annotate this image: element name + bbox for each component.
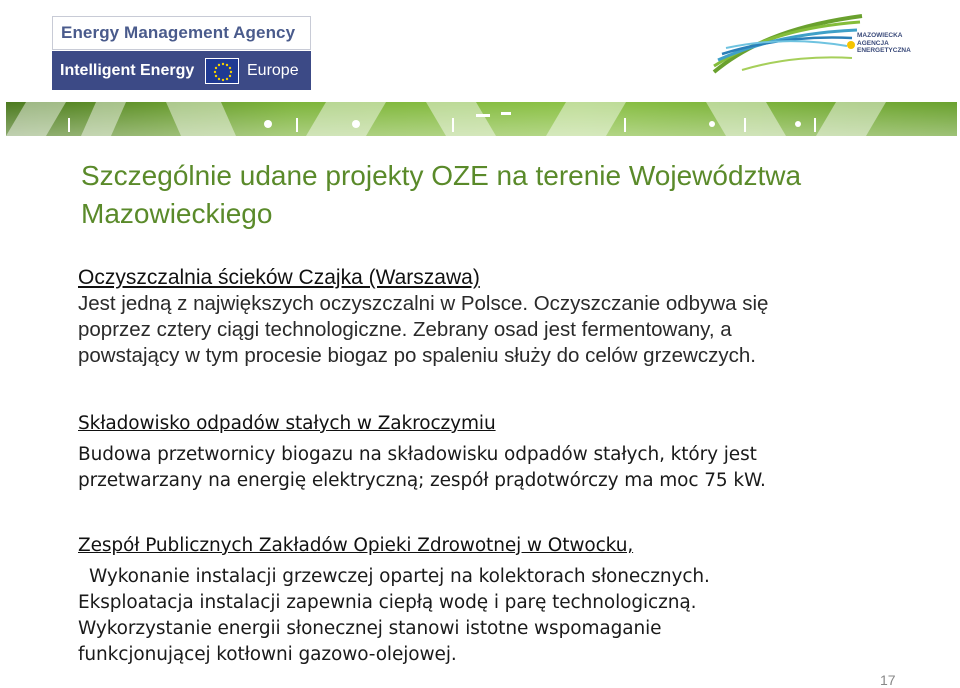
section-otwock <box>78 532 710 668</box>
section-heading: Oczyszczalnia ścieków Czajka (Warszawa) <box>78 266 480 289</box>
mae-logo <box>712 10 922 76</box>
section-czajka <box>78 265 768 369</box>
mae-line-2: AGENCJA <box>857 39 889 47</box>
section-line: Wykonanie instalacji grzewczej opartej na kolektorach słonecznych. <box>89 566 710 587</box>
mae-logo-text <box>857 32 911 55</box>
eu-flag-icon <box>205 58 239 84</box>
section-line: przetwarzany na energię elektryczną; zespół prądotwórczy ma moc 75 kW. <box>78 470 766 491</box>
section-zakroczym <box>78 410 766 494</box>
section-line: Wykorzystanie energii słonecznej stanowi istotne wspomaganie <box>78 618 662 639</box>
europe-label: Europe <box>247 61 299 79</box>
section-line: poprzez cztery ciągi technologiczne. Zebrany osad jest fermentowany, a <box>78 318 732 341</box>
section-line: funkcjonującej kotłowni gazowo-olejowej. <box>78 644 457 665</box>
ema-logo-title-box <box>52 16 311 50</box>
header-banner <box>6 102 957 136</box>
page-number: 17 <box>880 672 896 688</box>
intelligent-energy-label: Intelligent Energy <box>60 61 195 79</box>
ema-logo-bar <box>52 51 311 90</box>
section-line: powstający w tym procesie biogaz po spaleniu służy do celów grzewczych. <box>78 344 756 367</box>
section-heading: Składowisko odpadów stałych w Zakroczymiu <box>78 413 496 434</box>
section-line: Eksploatacja instalacji zapewnia ciepłą wodę i parę technologiczną. <box>78 592 697 613</box>
section-line: Jest jedną z największych oczyszczalni w Polsce. Oczyszczanie odbywa się <box>78 292 769 315</box>
mae-line-3: ENERGETYCZNA <box>857 47 911 54</box>
ema-logo-title: Energy Management Agency <box>61 23 296 42</box>
section-line: Budowa przetwornicy biogazu na składowisku odpadów stałych, który jest <box>78 444 757 465</box>
section-heading: Zespół Publicznych Zakładów Opieki Zdrowotnej w Otwocku, <box>78 535 634 556</box>
mae-line-1: MAZOWIECKA <box>857 32 903 39</box>
page-title: Szczególnie udane projekty OZE na terenie Województwa Mazowieckiego <box>81 160 802 229</box>
ema-logo <box>52 16 311 90</box>
